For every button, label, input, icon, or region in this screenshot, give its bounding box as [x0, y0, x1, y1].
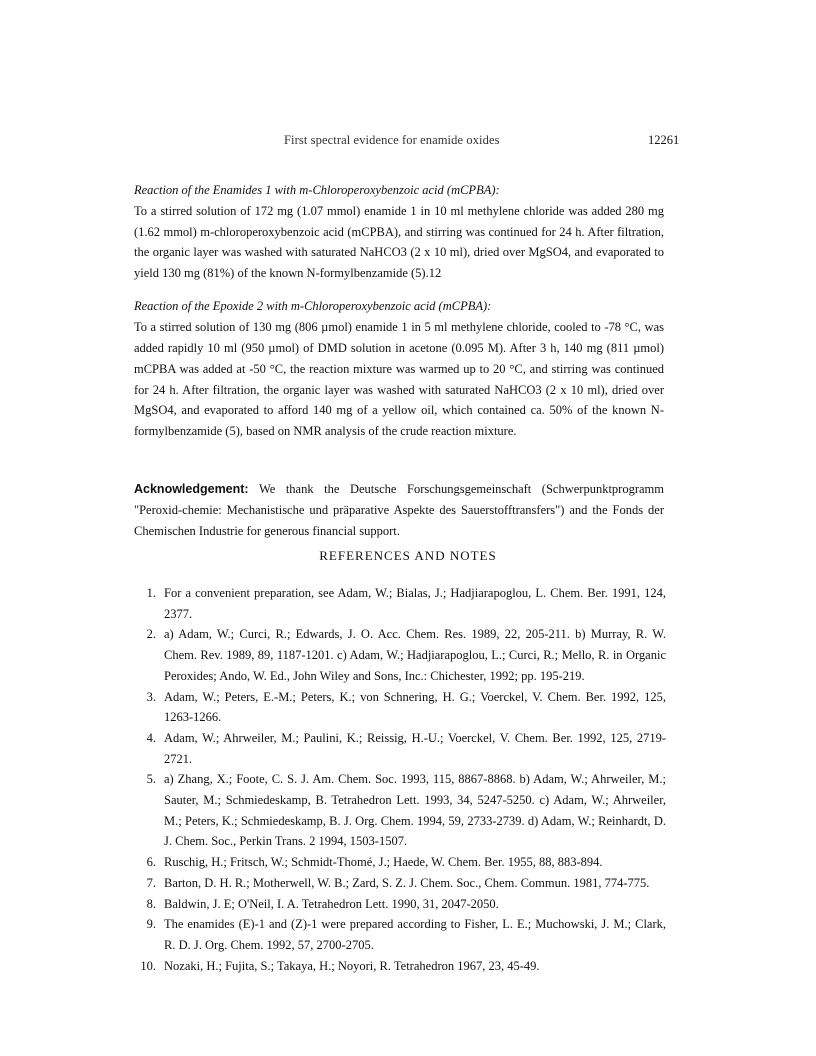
running-title: First spectral evidence for enamide oxides [284, 133, 500, 147]
references-list [134, 583, 666, 976]
reference-item [134, 624, 666, 686]
reference-number: 6. [146, 855, 156, 870]
running-header [0, 133, 816, 151]
reference-number: 5. [146, 772, 156, 787]
page-number: 12261 [648, 133, 680, 147]
reference-item [134, 873, 666, 894]
experimental-body [134, 180, 664, 541]
reference-number: 8. [146, 896, 156, 911]
reference-item [134, 894, 666, 915]
reference-text: Adam, W.; Peters, E.-M.; Peters, K.; von Schnering, H. G.; Voerckel, V. Chem. Ber. 1992, 125, 1263-1266. [164, 689, 666, 725]
reference-number: 7. [146, 875, 156, 890]
experimental-section-mcpba-epoxide [134, 296, 664, 442]
acknowledgement [134, 479, 664, 541]
section-body: To a stirred solution of 172 mg (1.07 mmol) enamide 1 in 10 ml methylene chloride was added 280 mg (1.62 mmol) m-chloroperoxybenzoic acid (mCPBA), and stirring was continued for 24 h. After filtration, the organic layer was washed with saturated NaHCO3 (2 x 10 ml), dried over MgSO4, and evaporated to yield 130 mg (81%) of the known N-formylbenzamide (5).12 [134, 203, 664, 281]
reference-item [134, 687, 666, 728]
reference-item [134, 769, 666, 852]
section-body: To a stirred solution of 130 mg (806 µmol) enamide 1 in 5 ml methylene chloride, cooled to -78 °C, was added rapidly 10 ml (950 µmol) of DMD solution in acetone (0.095 M). After 3 h, 140 mg (811 µmol) mCPBA was added at -50 °C, the reaction mixture was warmed up to 20 °C, and stirring was continued for 24 h. After filtration, the organic layer was washed with saturated NaHCO3 (2 x 10 ml), dried over MgSO4, and evaporated to afford 140 mg of a yellow oil, which contained ca. 50% of the known N-formylbenzamide (5), based on NMR analysis of the crude reaction mixture. [134, 320, 664, 439]
reference-number: 3. [146, 689, 156, 704]
reference-text: The enamides (E)-1 and (Z)-1 were prepared according to Fisher, L. E.; Muchowski, J. M.; Clark, R. D. J. Org. Chem. 1992, 57, 2700-2705. [164, 917, 666, 952]
reference-text: Ruschig, H.; Fritsch, W.; Schmidt-Thomé, J.; Haede, W. Chem. Ber. 1955, 88, 883-894. [164, 855, 603, 870]
reference-item [134, 852, 666, 873]
references-title: REFERENCES AND NOTES [319, 548, 497, 563]
section-heading: Reaction of the Enamides 1 with m-Chloroperoxybenzoic acid (mCPBA): [134, 183, 500, 197]
reference-item [134, 583, 666, 624]
reference-item [134, 956, 666, 977]
reference-item [134, 914, 666, 955]
reference-text: a) Zhang, X.; Foote, C. S. J. Am. Chem. Soc. 1993, 115, 8867-8868. b) Adam, W.; Ahrweiler, M.; Sauter, M.; Schmiedeskamp, B. Tetrahedron Lett. 1993, 34, 5247-5250. c) Adam, W.; Ahrweiler, M.; Peters, K.; Schmiedeskamp, B. J. Org. Chem. 1994, 59, 2733-2739. d) Adam, W.; Reinhardt, D. J. Chem. Soc., Perkin Trans. 2 1994, 1503-1507. [164, 772, 666, 849]
reference-text: a) Adam, W.; Curci, R.; Edwards, J. O. Acc. Chem. Res. 1989, 22, 205-211. b) Murray, R. W. Chem. Rev. 1989, 89, 1187-1201. c) Adam, W.; Hadjiarapoglou, L.; Curci, R.; Mello, R. in Organic Peroxides; Ando, W. Ed., John Wiley and Sons, Inc.: Chichester, 1992; pp. 195-219. [164, 627, 666, 683]
reference-number: 1. [146, 586, 156, 600]
reference-text: Nozaki, H.; Fujita, S.; Takaya, H.; Noyori, R. Tetrahedron 1967, 23, 45-49. [164, 958, 540, 973]
reference-number: 9. [146, 917, 156, 932]
reference-number: 2. [146, 627, 156, 642]
reference-text: Baldwin, J. E; O'Neil, I. A. Tetrahedron Lett. 1990, 31, 2047-2050. [164, 896, 499, 911]
experimental-section-mcpba-enamide [134, 180, 664, 284]
reference-text: Adam, W.; Ahrweiler, M.; Paulini, K.; Reissig, H.-U.; Voerckel, V. Chem. Ber. 1992, 125, 2719-2721. [164, 730, 666, 766]
acknowledgement-label: Acknowledgement: [134, 482, 249, 497]
acknowledgement-text: We thank the Deutsche Forschungsgemeinschaft (Schwerpunktprogramm "Peroxid-chemie: Mechanistische und präparative Aspekte des Sauerstofftransfers") and the Fonds der Chemischen Industrie for generous financial support. [134, 482, 665, 538]
reference-number: 4. [146, 730, 156, 745]
reference-text: For a convenient preparation, see Adam, W.; Bialas, J.; Hadjiarapoglou, L. Chem. Ber. 1991, 124, 2377. [164, 586, 666, 621]
reference-item [134, 728, 666, 769]
reference-number: 10. [140, 958, 156, 973]
reference-text: Barton, D. H. R.; Motherwell, W. B.; Zard, S. Z. J. Chem. Soc., Chem. Commun. 1981, 774-775. [164, 875, 650, 890]
section-heading: Reaction of the Epoxide 2 with m-Chloroperoxybenzoic acid (mCPBA): [134, 299, 492, 314]
